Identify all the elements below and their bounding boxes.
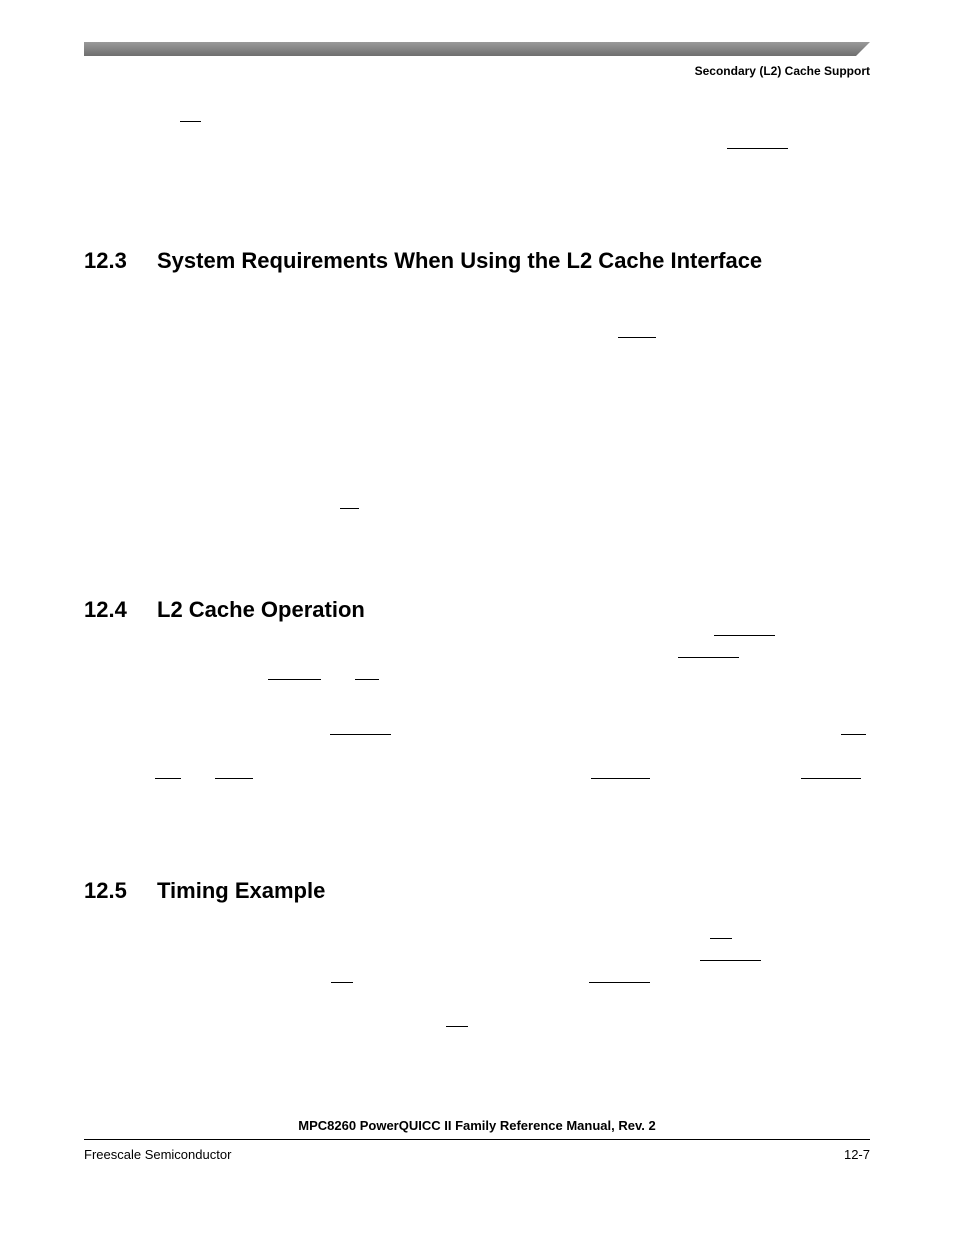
overbar-mark	[446, 1026, 468, 1027]
overbar-mark	[714, 635, 775, 636]
overbar-mark	[355, 679, 379, 680]
overbar-mark	[678, 657, 739, 658]
footer-company: Freescale Semiconductor	[84, 1147, 232, 1162]
overbar-mark	[589, 982, 650, 983]
overbar-mark	[180, 121, 201, 122]
section-heading-12-3	[84, 248, 762, 274]
section-number: 12.4	[84, 597, 127, 622]
section-heading-12-5	[84, 878, 325, 904]
section-heading-12-4	[84, 597, 365, 623]
overbar-mark	[801, 778, 861, 779]
overbar-mark	[215, 778, 253, 779]
overbar-mark	[841, 734, 866, 735]
overbar-mark	[268, 679, 321, 680]
overbar-mark	[330, 734, 391, 735]
section-number: 12.5	[84, 878, 127, 903]
overbar-mark	[155, 778, 181, 779]
overbar-mark	[591, 778, 650, 779]
header-bar	[84, 42, 870, 56]
running-header-title: Secondary (L2) Cache Support	[694, 64, 870, 78]
footer-manual-title: MPC8260 PowerQUICC II Family Reference Manual, Rev. 2	[298, 1118, 656, 1133]
footer-divider	[84, 1139, 870, 1140]
overbar-mark	[727, 148, 788, 149]
overbar-mark	[340, 508, 359, 509]
section-title: System Requirements When Using the L2 Cache Interface	[157, 248, 763, 273]
section-title: Timing Example	[157, 878, 326, 903]
section-title: L2 Cache Operation	[157, 597, 365, 622]
section-number: 12.3	[84, 248, 127, 273]
overbar-mark	[618, 337, 656, 338]
overbar-mark	[710, 938, 732, 939]
footer-page-number: 12-7	[843, 1147, 870, 1162]
overbar-mark	[700, 960, 761, 961]
overbar-mark	[331, 982, 353, 983]
